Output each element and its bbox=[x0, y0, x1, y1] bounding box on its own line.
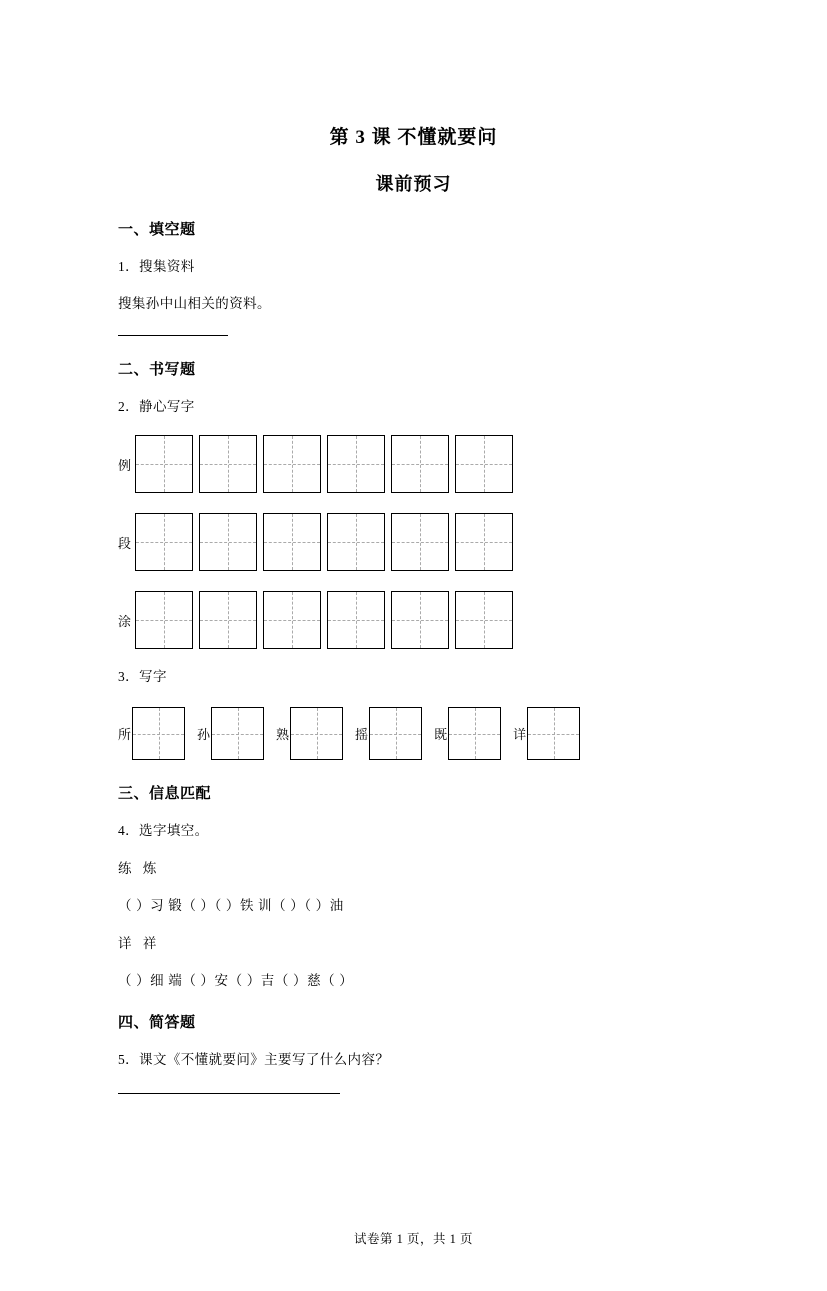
tianzige-cell[interactable] bbox=[135, 591, 193, 649]
write-pair bbox=[276, 707, 349, 760]
tianzige-cell[interactable] bbox=[391, 513, 449, 571]
tianzige-cell[interactable] bbox=[455, 591, 513, 649]
question-3-number: 3．写字 bbox=[118, 669, 167, 684]
write-pair bbox=[355, 707, 428, 760]
choice-group-1-head: 练 炼 bbox=[118, 861, 161, 876]
write-char-label: 所 bbox=[118, 727, 132, 742]
tianzige-cell[interactable] bbox=[199, 435, 257, 493]
choice-group-1-line[interactable]: （ ）习 锻（ ）（ ）铁 训（ ）（ ）油 bbox=[118, 898, 344, 913]
writing-row-tu bbox=[118, 591, 709, 649]
writing-row-label: 段 bbox=[118, 535, 132, 551]
tianzige-cell[interactable] bbox=[263, 435, 321, 493]
tianzige-cell[interactable] bbox=[211, 707, 264, 760]
tianzige-cell[interactable] bbox=[132, 707, 185, 760]
choice-group-2-head: 详 祥 bbox=[118, 936, 161, 951]
tianzige-cell[interactable] bbox=[263, 591, 321, 649]
tianzige-cell[interactable] bbox=[327, 435, 385, 493]
question-5-number: 5．课文《不懂就要问》主要写了什么内容？ bbox=[118, 1052, 390, 1067]
write-char-label: 摇 bbox=[355, 727, 369, 742]
tianzige-cell[interactable] bbox=[391, 591, 449, 649]
write-char-label: 详 bbox=[513, 727, 527, 742]
writing-row-label: 例 bbox=[118, 457, 132, 473]
tianzige-cell[interactable] bbox=[527, 707, 580, 760]
writing-row-duan bbox=[118, 513, 709, 571]
writing-row-label: 涂 bbox=[118, 613, 132, 629]
tianzige-cell[interactable] bbox=[199, 513, 257, 571]
tianzige-cell[interactable] bbox=[369, 707, 422, 760]
tianzige-cell[interactable] bbox=[135, 435, 193, 493]
tianzige-cell[interactable] bbox=[135, 513, 193, 571]
tianzige-cell[interactable] bbox=[391, 435, 449, 493]
writing-row-li bbox=[118, 435, 709, 493]
write-pair bbox=[197, 707, 270, 760]
page-title: 第 3 课 不懂就要问 bbox=[329, 127, 498, 148]
tianzige-cell[interactable] bbox=[455, 513, 513, 571]
tianzige-cell[interactable] bbox=[327, 591, 385, 649]
write-pair bbox=[513, 707, 586, 760]
tianzige-cell[interactable] bbox=[455, 435, 513, 493]
question-4-number: 4．选字填空。 bbox=[118, 823, 209, 838]
section-heading-writing: 二、书写题 bbox=[118, 362, 196, 378]
tianzige-cell[interactable] bbox=[199, 591, 257, 649]
section-heading-short-answer: 四、简答题 bbox=[118, 1015, 196, 1031]
write-pair bbox=[434, 707, 507, 760]
question-1-body: 搜集孙中山相关的资料。 bbox=[118, 296, 271, 311]
write-char-label: 孙 bbox=[197, 727, 211, 742]
section-heading-matching: 三、信息匹配 bbox=[118, 786, 212, 802]
tianzige-cell[interactable] bbox=[448, 707, 501, 760]
question-1-number: 1．搜集资料 bbox=[118, 259, 195, 274]
write-chars-row bbox=[118, 707, 709, 760]
section-heading-fill-blank: 一、填空题 bbox=[118, 222, 196, 238]
page-subtitle: 课前预习 bbox=[375, 174, 452, 194]
question-2-number: 2．静心写字 bbox=[118, 399, 195, 414]
page-footer: 试卷第 1 页，共 1 页 bbox=[353, 1232, 473, 1246]
write-char-label: 既 bbox=[434, 727, 448, 742]
tianzige-cell[interactable] bbox=[327, 513, 385, 571]
write-pair bbox=[118, 707, 191, 760]
answer-rule bbox=[118, 1092, 340, 1094]
document-page bbox=[0, 122, 827, 1291]
write-char-label: 熟 bbox=[276, 727, 290, 742]
choice-group-2-line[interactable]: （ ）细 端（ ）安（ ）吉（ ）慈（ ） bbox=[118, 973, 354, 988]
tianzige-cell[interactable] bbox=[290, 707, 343, 760]
answer-rule bbox=[118, 334, 228, 336]
tianzige-cell[interactable] bbox=[263, 513, 321, 571]
